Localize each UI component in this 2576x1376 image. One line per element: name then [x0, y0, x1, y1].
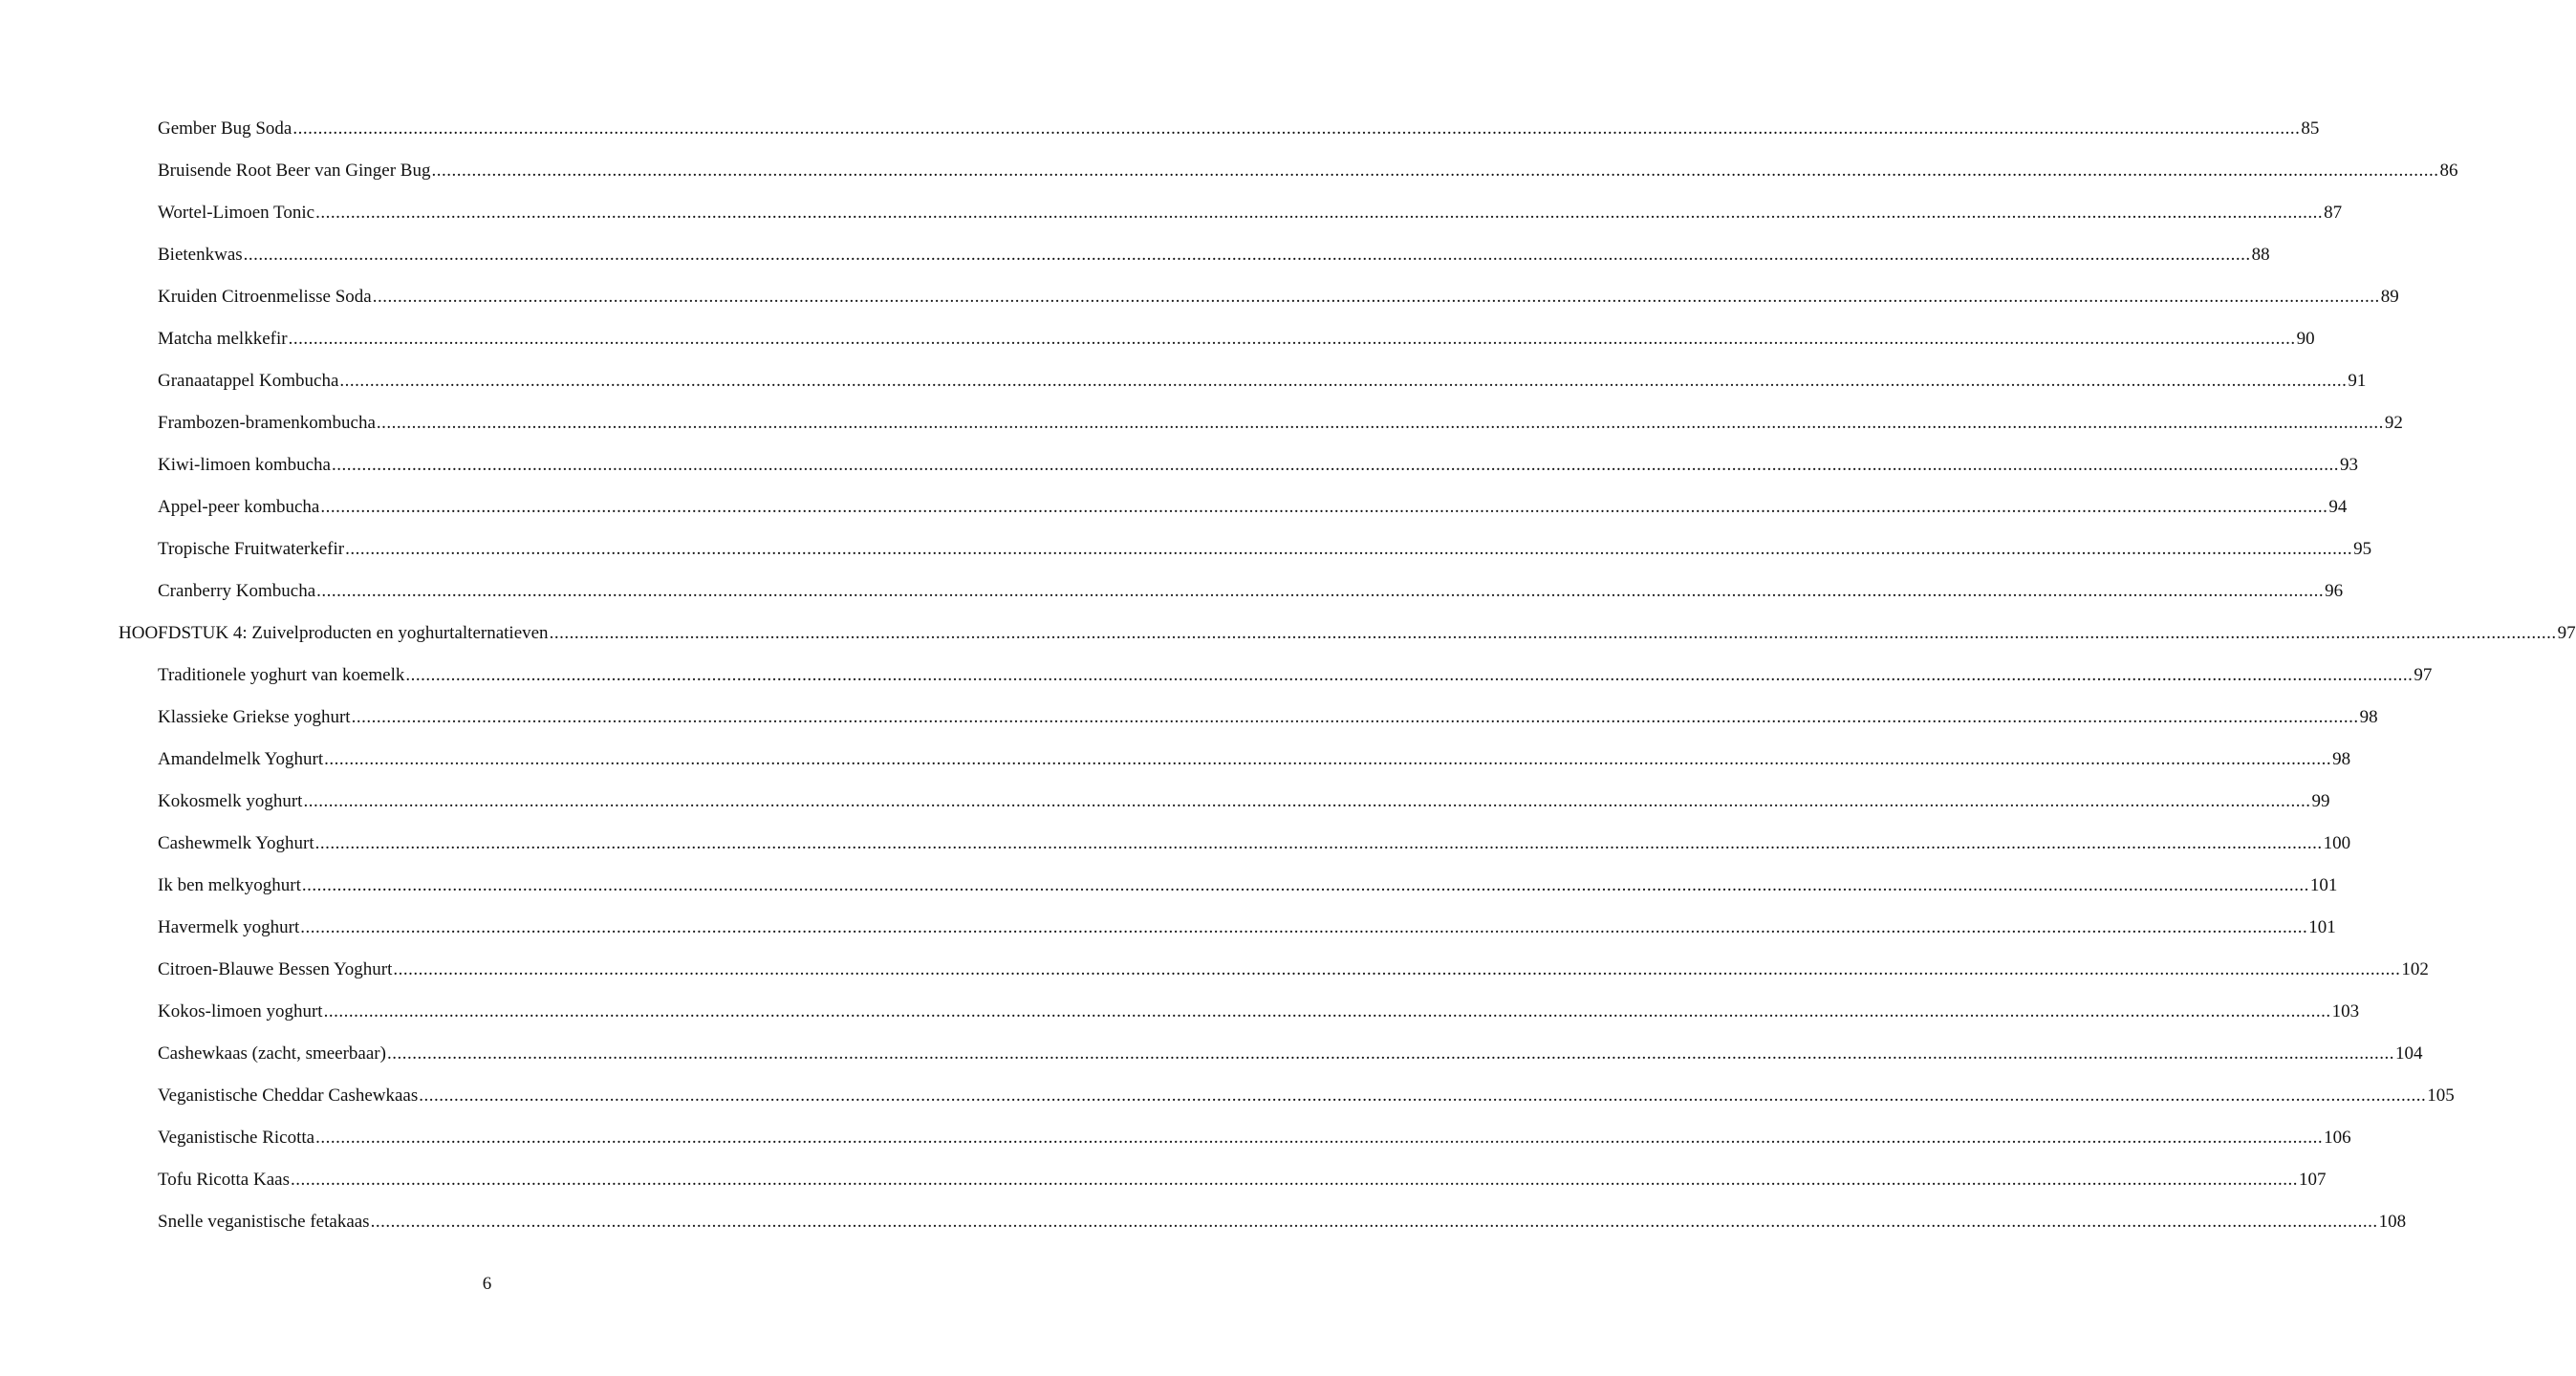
- toc-entry[interactable]: [0, 998, 2360, 1026]
- toc-entry-page: 101: [2308, 917, 2336, 937]
- toc-entry-title: Bietenkwas: [158, 245, 243, 265]
- toc-entry-page: 96: [2325, 581, 2344, 601]
- toc-entry[interactable]: [0, 914, 2336, 942]
- toc-dot-leader: ................................................................................................................................................................................................................................................................................................................................................................................................................: [372, 287, 2380, 307]
- toc-entry[interactable]: [0, 367, 2367, 396]
- toc-entry-title: Traditionele yoghurt van koemelk: [158, 665, 405, 685]
- toc-entry-page: 108: [2378, 1212, 2407, 1232]
- toc-entry[interactable]: [0, 703, 2378, 732]
- toc-entry-page: 89: [2380, 287, 2399, 307]
- toc-dot-leader: ................................................................................................................................................................................................................................................................................................................................................................................................................: [376, 413, 2384, 433]
- toc-entry[interactable]: [0, 325, 2315, 354]
- toc-entry-page: 93: [2340, 455, 2358, 475]
- toc-entry-title: Wortel-Limoen Tonic: [158, 203, 315, 223]
- toc-entry[interactable]: [0, 535, 2372, 564]
- toc-entry-page: 99: [2311, 791, 2330, 811]
- toc-entry-title: Cranberry Kombucha: [158, 581, 316, 601]
- toc-entry[interactable]: [0, 661, 2433, 690]
- toc-dot-leader: ................................................................................................................................................................................................................................................................................................................................................................................................................: [316, 581, 2325, 601]
- toc-dot-leader: ................................................................................................................................................................................................................................................................................................................................................................................................................: [315, 203, 2324, 223]
- toc-dot-leader: ................................................................................................................................................................................................................................................................................................................................................................................................................: [419, 1086, 2427, 1106]
- toc-entry-title: Amandelmelk Yoghurt: [158, 749, 324, 769]
- toc-entry-title: Matcha melkkefir: [158, 329, 288, 349]
- toc-entry-page: 87: [2324, 203, 2343, 223]
- toc-entry-page: 86: [2439, 161, 2458, 181]
- toc-dot-leader: ................................................................................................................................................................................................................................................................................................................................................................................................................: [290, 1170, 2298, 1190]
- toc-entry-page: 97: [2557, 623, 2576, 643]
- toc-entry-page: 88: [2251, 245, 2270, 265]
- toc-dot-leader: ................................................................................................................................................................................................................................................................................................................................................................................................................: [351, 707, 2359, 727]
- toc-entry[interactable]: [0, 199, 2343, 227]
- toc-entry-page: 105: [2427, 1086, 2455, 1106]
- toc-entry-title: Cashewmelk Yoghurt: [158, 833, 314, 853]
- toc-dot-leader: ................................................................................................................................................................................................................................................................................................................................................................................................................: [370, 1212, 2378, 1232]
- toc-dot-leader: ................................................................................................................................................................................................................................................................................................................................................................................................................: [320, 497, 2328, 517]
- toc-entry-title: Tofu Ricotta Kaas: [158, 1170, 290, 1190]
- page-number: 6: [482, 1274, 492, 1294]
- toc-dot-leader: ................................................................................................................................................................................................................................................................................................................................................................................................................: [386, 1043, 2394, 1064]
- toc-dot-leader: ................................................................................................................................................................................................................................................................................................................................................................................................................: [314, 833, 2323, 853]
- toc-entry-page: 97: [2414, 665, 2433, 685]
- toc-entry-page: 103: [2331, 1001, 2360, 1021]
- toc-entry[interactable]: [0, 745, 2351, 774]
- toc-entry-title: Ik ben melkyoghurt: [158, 875, 301, 895]
- toc-dot-leader: ................................................................................................................................................................................................................................................................................................................................................................................................................: [301, 875, 2309, 895]
- toc-entry[interactable]: [0, 241, 2270, 269]
- toc-entry-title: HOOFDSTUK 4: Zuivelproducten en yoghurtalternatieven: [119, 623, 549, 643]
- toc-dot-leader: ................................................................................................................................................................................................................................................................................................................................................................................................................: [339, 371, 2348, 391]
- toc-entry[interactable]: [0, 1082, 2455, 1110]
- toc-entry-title: Bruisende Root Beer van Ginger Bug: [158, 161, 431, 181]
- toc-entry[interactable]: [0, 1166, 2327, 1194]
- toc-entry[interactable]: [0, 409, 2403, 438]
- toc-entry-page: 91: [2348, 371, 2367, 391]
- toc-dot-leader: ................................................................................................................................................................................................................................................................................................................................................................................................................: [288, 329, 2296, 349]
- toc-dot-leader: ................................................................................................................................................................................................................................................................................................................................................................................................................: [332, 455, 2339, 475]
- toc-entry[interactable]: [0, 1124, 2351, 1152]
- toc-entry-page: 100: [2323, 833, 2351, 853]
- toc-chapter-entry[interactable]: [0, 619, 2576, 648]
- toc-entry-page: 85: [2301, 118, 2320, 139]
- toc-entry[interactable]: [0, 577, 2344, 606]
- toc-entry-title: Klassieke Griekse yoghurt: [158, 707, 351, 727]
- toc-entry-title: Cashewkaas (zacht, smeerbaar): [158, 1043, 386, 1064]
- toc-entry[interactable]: [0, 787, 2330, 816]
- toc-entry-page: 92: [2384, 413, 2403, 433]
- toc-entry-page: 90: [2296, 329, 2315, 349]
- toc-entry[interactable]: [0, 451, 2358, 480]
- toc-entry-page: 106: [2324, 1128, 2351, 1148]
- toc-entry-page: 94: [2328, 497, 2348, 517]
- toc-dot-leader: ................................................................................................................................................................................................................................................................................................................................................................................................................: [345, 539, 2353, 559]
- toc-entry-title: Kiwi-limoen kombucha: [158, 455, 331, 475]
- toc-entry-page: 98: [2332, 749, 2351, 769]
- toc-dot-leader: ................................................................................................................................................................................................................................................................................................................................................................................................................: [303, 791, 2311, 811]
- toc-dot-leader: ................................................................................................................................................................................................................................................................................................................................................................................................................: [323, 1001, 2331, 1021]
- toc-entry-title: Veganistische Ricotta: [158, 1128, 315, 1148]
- toc-entry[interactable]: [0, 956, 2429, 984]
- toc-entry[interactable]: [0, 493, 2348, 522]
- toc-entry[interactable]: [0, 1208, 2407, 1236]
- toc-dot-leader: ................................................................................................................................................................................................................................................................................................................................................................................................................: [431, 161, 2439, 181]
- toc-dot-leader: ................................................................................................................................................................................................................................................................................................................................................................................................................: [549, 623, 2557, 643]
- toc-entry-page: 104: [2394, 1043, 2423, 1064]
- toc-entry[interactable]: [0, 1040, 2423, 1068]
- toc-entry-page: 102: [2401, 959, 2429, 979]
- toc-entry[interactable]: [0, 115, 2320, 143]
- toc-dot-leader: ................................................................................................................................................................................................................................................................................................................................................................................................................: [393, 959, 2401, 979]
- toc-entry-title: Havermelk yoghurt: [158, 917, 300, 937]
- toc-entry-title: Kokos-limoen yoghurt: [158, 1001, 323, 1021]
- toc-entry[interactable]: [0, 871, 2338, 900]
- toc-entry-page: 107: [2298, 1170, 2327, 1190]
- toc-entry[interactable]: [0, 283, 2399, 312]
- toc-entry-title: Veganistische Cheddar Cashewkaas: [158, 1086, 419, 1106]
- toc-entry-title: Granaatappel Kombucha: [158, 371, 339, 391]
- toc-entry-page: 98: [2359, 707, 2378, 727]
- toc-entry-title: Appel-peer kombucha: [158, 497, 320, 517]
- toc-entry-title: Kokosmelk yoghurt: [158, 791, 303, 811]
- toc-entry-page: 101: [2309, 875, 2338, 895]
- toc-entry-page: 95: [2353, 539, 2372, 559]
- toc-entry-title: Citroen-Blauwe Bessen Yoghurt: [158, 959, 393, 979]
- toc-entry-title: Gember Bug Soda: [158, 118, 292, 139]
- toc-dot-leader: ................................................................................................................................................................................................................................................................................................................................................................................................................: [292, 118, 2301, 139]
- toc-entry[interactable]: [0, 157, 2458, 185]
- toc-dot-leader: ................................................................................................................................................................................................................................................................................................................................................................................................................: [405, 665, 2414, 685]
- toc-entry-title: Snelle veganistische fetakaas: [158, 1212, 370, 1232]
- toc-dot-leader: ................................................................................................................................................................................................................................................................................................................................................................................................................: [243, 245, 2251, 265]
- toc-entry-title: Tropische Fruitwaterkefir: [158, 539, 345, 559]
- toc-dot-leader: ................................................................................................................................................................................................................................................................................................................................................................................................................: [324, 749, 2332, 769]
- toc-entry[interactable]: [0, 829, 2351, 858]
- toc-dot-leader: ................................................................................................................................................................................................................................................................................................................................................................................................................: [300, 917, 2308, 937]
- toc-entry-title: Frambozen-bramenkombucha: [158, 413, 376, 433]
- toc-dot-leader: ................................................................................................................................................................................................................................................................................................................................................................................................................: [315, 1128, 2324, 1148]
- toc-entry-title: Kruiden Citroenmelisse Soda: [158, 287, 372, 307]
